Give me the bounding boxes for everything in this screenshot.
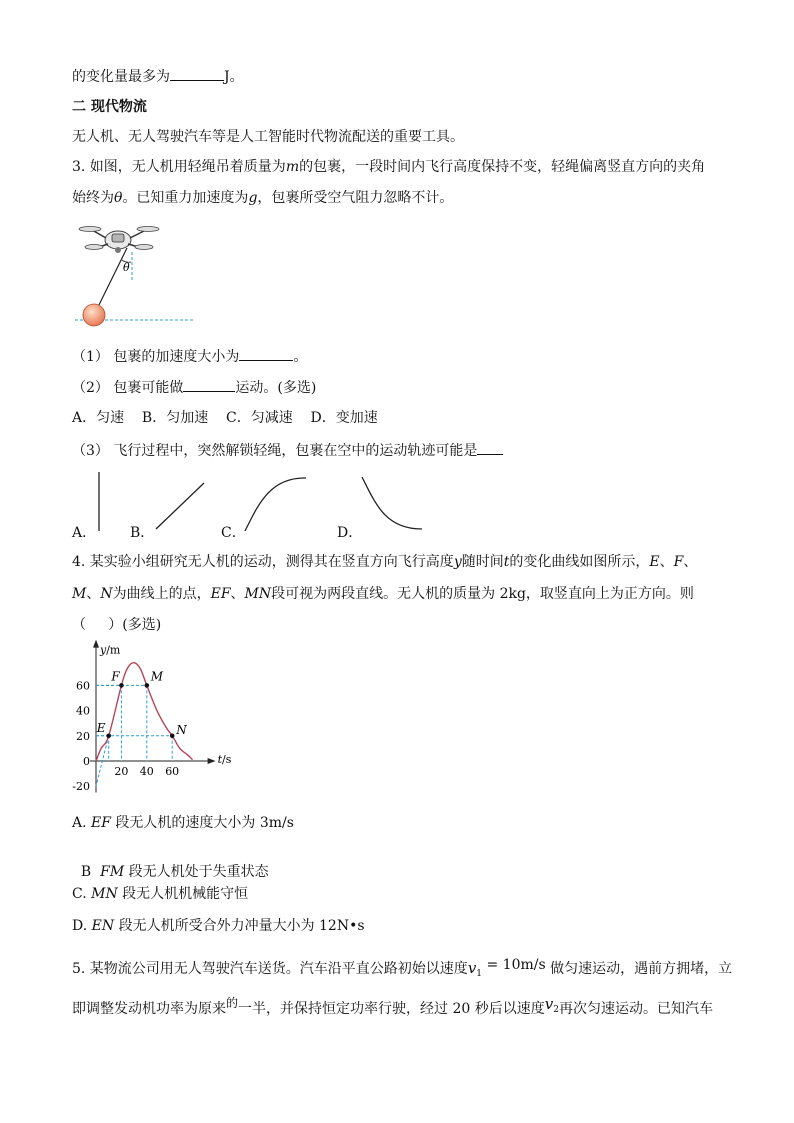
drone-figure [70, 220, 205, 330]
q4-sep: 、 [659, 554, 674, 570]
point-n [170, 734, 175, 739]
x-tick-label: 40 [139, 765, 154, 778]
q4-text: 的变化曲线如图所示， [509, 554, 650, 570]
q3-sub2-suffix: 运动。(多选) [235, 380, 317, 396]
answer-blank[interactable] [239, 346, 293, 361]
answer-blank[interactable] [183, 377, 235, 392]
q4-seg-ef: EF [210, 586, 231, 602]
q4-var-y: y [453, 554, 462, 570]
option-segment: EF [91, 815, 111, 831]
q3-sub2-text: （2） 包裹可能做 [72, 380, 184, 396]
option-letter: D. [72, 918, 92, 934]
q3-text: 的包裹，一段时间内飞行高度保持不变，轻绳偏离竖直方向的夹角 [299, 159, 706, 175]
option-letter: B [80, 864, 101, 880]
q4-line-2 [72, 585, 694, 603]
option-text: 段无人机机械能守恒 [117, 886, 249, 902]
q3-options: A．匀速 B．匀加速 C．匀减速 D．变加速 [72, 410, 378, 426]
point-f [119, 683, 124, 688]
q4-sep: 、 [683, 554, 698, 570]
y-tick-label: 20 [76, 729, 90, 743]
section-title: 二 现代物流 [72, 99, 147, 115]
trajectory-d-curve [362, 477, 422, 529]
q4-option-d[interactable] [72, 917, 365, 935]
continued-prefix: 的变化量最多为 [72, 69, 170, 85]
option-segment: MN [91, 886, 118, 902]
theta-label: θ [123, 261, 130, 274]
q5-v1-value: = 10m/s [482, 957, 546, 973]
q5-text: 即调整发动机功率为原来 [72, 1001, 226, 1017]
q4-sep: 、 [230, 586, 245, 602]
q3-sub-1 [72, 346, 307, 366]
q3-var-theta: θ [114, 190, 123, 206]
option-letter: A. [72, 815, 92, 831]
q5-line-1 [72, 959, 732, 983]
q4-point-n: N [100, 586, 113, 602]
y-tick-label: -20 [72, 780, 90, 794]
q3-text: 始终为 [72, 190, 114, 206]
q5-text: 一半，并保持恒定功率行驶，经过 20 秒后以速度 [238, 1001, 545, 1017]
option-text: 段无人机的速度大小为 3m/s [110, 815, 294, 831]
section-intro: 无人机、无人驾驶汽车等是人工智能时代物流配送的重要工具。 [72, 129, 464, 145]
q4-text: 随时间 [461, 554, 504, 570]
point-label-m: M [150, 669, 164, 684]
q5-line-2 [72, 995, 713, 1023]
x-axis-arrow [208, 758, 216, 764]
point-m [145, 683, 150, 688]
q5-var-v2: v [544, 995, 554, 1013]
answer-blank[interactable] [477, 440, 503, 455]
q5-var-v1: v [467, 959, 477, 977]
x-tick-label: 60 [165, 765, 180, 778]
trajectory-label-a: A． [72, 525, 97, 541]
x-tick-label: 20 [114, 765, 129, 778]
y-tick-label: 40 [76, 704, 90, 718]
point-label-e: E [96, 720, 106, 735]
y-tick-label: 0 [83, 755, 90, 768]
q4-var-t: t [503, 554, 510, 570]
q3-sub-3 [72, 440, 503, 460]
q4-line-3: （ ）(多选) [72, 617, 162, 633]
q4-text: 段可视为两段直线。无人机的质量为 2kg，取竖直向上为正方向。则 [271, 586, 694, 602]
q4-option-b[interactable] [72, 845, 269, 881]
y-axis-label: y/m [100, 643, 121, 657]
q3-line-1 [72, 158, 705, 176]
trajectory-label-d: D． [337, 525, 363, 541]
option-segment: EN [91, 918, 115, 934]
point-label-f: F [111, 669, 120, 684]
q3-sub-2 [72, 377, 316, 397]
q5-v1-sub: 1 [476, 969, 483, 979]
q4-sep: 、 [86, 586, 101, 602]
point-e [106, 734, 111, 739]
continued-question-line [72, 66, 244, 86]
q5-text: 做匀速运动，遇前方拥堵，立 [545, 961, 733, 977]
q4-point-m: M [72, 586, 87, 602]
trajectory-b-line [156, 483, 204, 529]
height-time-chart [66, 636, 266, 806]
q3-text: 。已知重力加速度为 [122, 190, 249, 206]
drone-icon [79, 227, 159, 254]
option-text: 段无人机所受合外力冲量大小为 12N•s [114, 918, 365, 934]
q3-text: ，包裹所受空气阻力忽略不计。 [257, 190, 454, 206]
y-tick-label: 60 [76, 679, 90, 693]
q3-var-g: g [248, 190, 258, 206]
q5-text-raised: 的 [226, 996, 239, 1010]
q5-text: 5. 某物流公司用无人驾驶汽车送货。汽车沿平直公路初始以速度 [72, 961, 468, 977]
q4-text: 4. 某实验小组研究无人机的运动，测得其在竖直方向飞行高度 [72, 554, 454, 570]
q4-point-f: F [673, 554, 684, 570]
q4-seg-mn: MN [244, 586, 272, 602]
package-ball [83, 304, 105, 326]
trajectory-c-curve [245, 478, 306, 531]
trajectory-label-b: B． [130, 525, 155, 541]
q5-v2-sub: 2 [553, 1005, 559, 1015]
q3-text: 3. 如图，无人机用轻绳吊着质量为 [72, 159, 286, 175]
trajectory-options-figure [70, 465, 430, 540]
q3-line-2 [72, 189, 453, 207]
q4-line-1 [72, 553, 697, 571]
point-label-n: N [176, 722, 187, 737]
q3-sub1-suffix: 。 [293, 349, 308, 365]
continued-suffix: J。 [224, 69, 244, 85]
q4-text: 为曲线上的点， [112, 586, 211, 602]
q4-point-e: E [649, 554, 660, 570]
q3-var-m: m [285, 159, 300, 175]
q4-option-c[interactable] [72, 885, 248, 903]
option-text: 段无人机处于失重状态 [124, 864, 269, 880]
answer-blank[interactable] [170, 66, 224, 81]
option-letter: C. [72, 886, 92, 902]
option-segment: FM [100, 864, 125, 880]
q3-sub3-text: （3） 飞行过程中，突然解锁轻绳，包裹在空中的运动轨迹可能是 [72, 443, 478, 459]
x-axis-label: t/s [217, 753, 232, 766]
rope-line [96, 248, 127, 311]
q5-text: 再次匀速运动。已知汽车 [558, 1001, 713, 1017]
y-axis-arrow [93, 640, 99, 648]
q4-option-a[interactable] [72, 814, 294, 832]
trajectory-label-c: C． [221, 525, 246, 541]
q3-sub1-text: （1） 包裹的加速度大小为 [72, 349, 240, 365]
